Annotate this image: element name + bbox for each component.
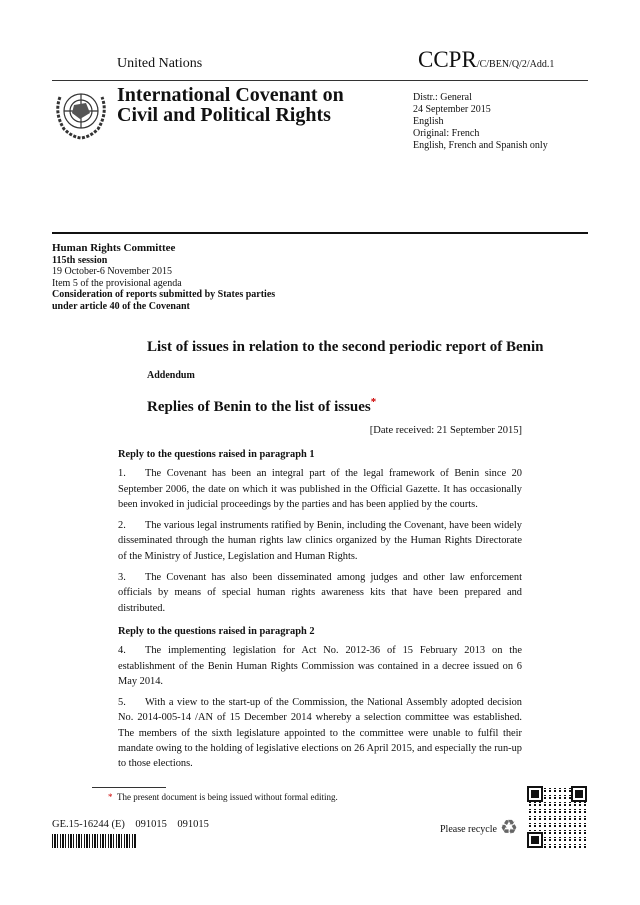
section-heading: Reply to the questions raised in paragraph 1 — [118, 449, 315, 460]
paragraph-text: With a view to the start-up of the Commission, the National Assembly adopted decision No. 2014-005-14 /AN of 15 December 2014 whereby a selection committee was established. The members of the sixth legislature appointed to the committee were unable to fulfil their mandate owing to the holding of legislative elections on 26 April 2015, and especially the run-up to those elections. — [118, 697, 522, 770]
footnote-rule — [92, 787, 166, 788]
recycle-icon: ♻ — [500, 817, 518, 839]
un-emblem-icon — [52, 83, 110, 141]
document-subheading — [147, 396, 376, 416]
title-line: Civil and Political Rights — [117, 104, 331, 126]
treaty-title — [117, 85, 344, 125]
footnote — [108, 792, 338, 802]
distribution-line: English — [413, 116, 444, 127]
footnote-text: The present document is being issued without formal editing. — [117, 792, 338, 802]
paragraph-number: 2. — [118, 520, 126, 532]
section-rule — [52, 232, 588, 234]
distribution-line: Distr.: General — [413, 92, 472, 103]
distribution-line: 24 September 2015 — [413, 104, 491, 115]
document-heading: List of issues in relation to the second periodic report of Benin — [147, 339, 544, 355]
paragraph — [118, 466, 522, 512]
distribution-line: English, French and Spanish only — [413, 140, 548, 151]
symbol-suffix: /C/BEN/Q/2/Add.1 — [476, 59, 555, 70]
job-number: GE.15-16244 (E) 091015 091015 — [52, 819, 209, 830]
paragraph-number: 1. — [118, 468, 126, 480]
committee-block — [52, 243, 275, 312]
footnote-mark: * — [108, 792, 113, 802]
paragraph-number: 4. — [118, 645, 126, 657]
document-symbol — [418, 47, 554, 73]
org-name: United Nations — [117, 56, 203, 71]
paragraph-text: The implementing legislation for Act No. 2012-36 of 15 February 2013 on the establishment of the Benin Human Rights Commission was contained in a decree issued on 6 May 2014. — [118, 645, 522, 687]
header-rule — [52, 80, 588, 81]
paragraph-number: 3. — [118, 572, 126, 584]
section-heading: Reply to the questions raised in paragraph 2 — [118, 625, 315, 637]
committee-name: Human Rights Committee — [52, 242, 176, 254]
title-line: International Covenant on — [117, 84, 344, 106]
session: 115th session — [52, 254, 108, 266]
symbol-main: CCPR — [418, 47, 477, 72]
paragraph-number: 5. — [118, 697, 126, 709]
subheading-text: Replies of Benin to the list of issues — [147, 399, 371, 415]
paragraph — [118, 695, 522, 771]
date-received: [Date received: 21 September 2015] — [369, 425, 522, 436]
consideration: under article 40 of the Covenant — [52, 300, 190, 312]
agenda-item: Item 5 of the provisional agenda — [52, 277, 182, 289]
paragraph — [118, 570, 522, 616]
paragraph-text: The various legal instruments ratified by Benin, including the Covenant, have been widely disseminated through the human rights law clinics organized by the Human Rights Directorate of the Ministry of Justice, Legislation and Human Rights. — [118, 520, 522, 562]
distribution-block — [413, 92, 548, 152]
paragraph — [118, 518, 522, 564]
paragraph-text: The Covenant has been an integral part of the legal framework of Benin since 20 September 2006, the date on which it was published in the Official Gazette. It has occasionally been invoked in judicial proceedings by the parties and has been applied by the courts. — [118, 468, 522, 510]
footnote-link[interactable]: * — [370, 396, 377, 408]
barcode-icon — [52, 834, 137, 848]
paragraph — [118, 643, 522, 689]
document-body — [118, 447, 522, 778]
session-dates: 19 October-6 November 2015 — [52, 266, 173, 277]
distribution-line: Original: French — [413, 128, 480, 139]
recycle-label: Please recycle — [440, 824, 497, 835]
paragraph-text: The Covenant has also been disseminated among judges and other law enforcement officials by means of special human rights awareness kits that have been prepared and distributed. — [118, 572, 522, 614]
addendum-label: Addendum — [147, 370, 195, 381]
consideration: Consideration of reports submitted by States parties — [52, 289, 276, 300]
qr-code-icon — [527, 786, 587, 848]
